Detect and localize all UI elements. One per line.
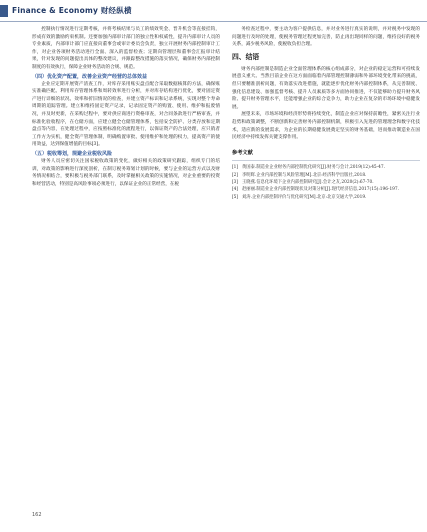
references-heading: 参考文献 <box>232 149 253 156</box>
reference-text: 刘涛.企业内部控制评价与优化研究[M].北京:北京交通大学,2019. <box>242 194 367 200</box>
section-heading: 四、结语 <box>232 52 260 61</box>
header-accent-bar <box>0 5 8 17</box>
reference-item <box>232 172 420 179</box>
journal-header <box>0 0 427 22</box>
subsection-heading: （四）优化资产配置，改善企业资产经营的总体效益 <box>32 73 148 80</box>
paragraph: 财务人员应密切关注国家税收政策的变化，做好相关的政策研究跟踪，组织专门的培训，对政策的影响进行深度剖析，在制订税务筹划计划的时候，要与企业的运营方式以及财务情况相结合，要积极与税务部门联系，及时掌握相关政策的实施情况，对企业重要的投资和经营活动，特别是高风险事项必须进行，以保证企业的正常经营，在税 <box>32 158 220 187</box>
paragraph: 企业应定期开展资产清查工作，对库存采用账实盘点配合采取数据核算的方法，确保账实准确匹配。利用库存管理体系和周转效率进行分析，并对库存结构进行优化，要对固定资产进行详细的状况、效率和折旧情况的检查，并建立资产标识和记录系统，实现对整个寿命周期的追踪管理。建立和维持固定资产记录，记录固定资产的购置、使用、维护和报废情况，并及时更新，在采购过程中，要对供应商进行资格审查，对合同条款进行严格审查，并标准化验收程序，在仓储方面，应建立健全仓储管理体系，包括安全防护、分类存放和定期盘点等内容，在处理过程中，应按照标准化的流程进行，以保证资产的合法处理，应只销者工作方为实机，健全资产管理体制，明确购置审批、使用维护和处理的权力，提高资产的使用效益，达到保值增值的目标[3]。 <box>32 81 220 148</box>
reference-text: 王晓燕.信息化环境下企业内部控制研究[J].会计之友,2020(2):67-70. <box>242 179 374 185</box>
journal-title: Finance & Economy 财经纵横 <box>12 6 132 15</box>
paragraph: 展望未来，市场环境和经济形势将持续变化，制造企业应对保持前瞻性，紧密关注行业趋势和政策调整，不断创新和完善财务内部控制机制，积极引入先进的管理理念和数字化技术，适应新的发展需求，为企业的长期稳健发展奠定坚实的财务基础，进而推动制造业在国民经济中持续发挥关键支撑作用。 <box>232 112 420 141</box>
page-number: 162 <box>32 512 42 518</box>
reference-number: [2] <box>232 172 239 178</box>
reference-number: [3] <box>232 179 239 185</box>
paragraph: 控制执行情况进行定期考核，并将考核结果与员工的绩效奖金、晋升机会等直接挂钩，形成有效的激励约束机制。还要加强内部审计部门的独立性和权威性，提升内部审计人员的专业素质，内部审计部门应直接向董事会或审计委员会负责，独立开展财务内部控制审计工作，对企业各项财务活动进行全面、深入的监督检查；定期向管理层和董事会汇报审计结果，针对发现的问题提出具体的整改建议，并跟踪整改措施的落实情况，确保财务内部控制制度的有效执行，保障企业财务活动的合规、规范。 <box>32 27 220 70</box>
reference-item <box>232 186 420 193</box>
subsection-heading: （五）税收筹划，规避企业税收风险 <box>32 150 113 157</box>
references-divider <box>232 160 420 161</box>
reference-text: 黄国泰.制造业企业财务内部控制优化研究[J].财务与会计,2019(12):45-47. <box>242 165 385 171</box>
paragraph: 务检查过程中，要主动为客户提供信息，并对业务进行真实的说明，并对税务中发现的问题进行及时的处理，使税务管理过程更加完善，防止再出现同样的问题，维持良好的税务关系，减少税务风险，使税收负担合理。 <box>232 27 420 48</box>
reference-number: [5] <box>232 194 239 200</box>
reference-text: 李明辉.企业内部控制与风险管理[M].北京:经济科学出版社,2018. <box>242 172 367 178</box>
reference-number: [4] <box>232 187 239 193</box>
left-column <box>32 26 220 188</box>
right-column <box>232 26 420 201</box>
header-divider <box>0 21 427 22</box>
reference-item <box>232 179 420 186</box>
reference-item <box>232 194 420 201</box>
reference-item <box>232 164 420 171</box>
paragraph: 财务内部控制是制造企业全面管理体系的核心组成部分，对企业的稳定运营和可持续发展意义重大。当然目前企业在这方面面临着内部管理控制薄弱和外部环境变化带来的挑战，但只要精准剖析问题，有效落实改进措施，就能逐步优化财务内部控制体系，从完善制度、强化信息建设、加强监督考核、提升人员素质等多方面协同推进，不仅能够助力提升财务风险、提升财务管理水平，还能增强企业的综合竞争力，助力企业在复杂的市场环境中稳健发展。 <box>232 66 420 110</box>
reference-text: 赵丽丽.制造业企业内部控制现状及对策分析[J].现代经济信息,2017(15):196-197. <box>242 187 400 193</box>
reference-number: [1] <box>232 165 239 171</box>
